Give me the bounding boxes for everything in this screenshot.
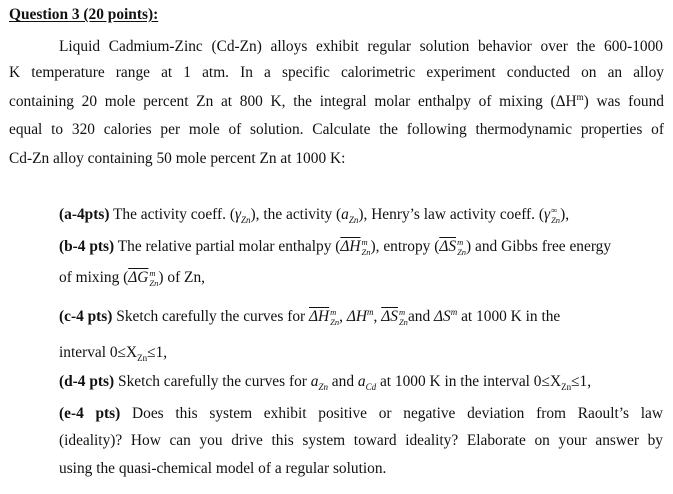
delta-g-bar-m: m — [149, 268, 156, 279]
c-delta-h-bar-zn: Zn — [330, 316, 340, 327]
question-title: Question 3 (20 points): — [9, 6, 159, 23]
part-b-label: (b-4 pts) — [59, 238, 115, 255]
d-a-zn: a — [310, 373, 319, 390]
part-e-line-2: (ideality)? How can you drive this system toward ideality? Elaborate on your answer by — [59, 432, 663, 449]
part-d-text-4: ≤1, — [571, 373, 592, 390]
gamma-zn-sub: Zn — [241, 215, 251, 226]
part-c-text-2: and — [407, 308, 435, 325]
part-c-text-3: at 1000 K in the — [457, 308, 561, 325]
c-comma-2: , — [373, 308, 382, 325]
part-a-text-2: ), the activity ( — [250, 206, 342, 223]
part-e-label: (e-4 pts) — [59, 405, 121, 422]
part-b-text-4: of mixing ( — [59, 269, 129, 286]
c-delta-s-bar — [381, 308, 398, 325]
c-delta-h: ΔH — [346, 308, 368, 325]
part-d-text-1: Sketch carefully the curves for — [114, 373, 311, 390]
part-a-label: (a-4pts) — [59, 206, 110, 223]
d-a-cd-sub: Cd — [365, 382, 377, 393]
delta-s-bar-text: $\overline{\Delta S}$ — [439, 238, 457, 255]
part-a-text-1: The activity coeff. ( — [109, 206, 235, 223]
intro-m-sup: m — [576, 91, 584, 102]
part-b-line-1 — [59, 238, 663, 256]
c-x-zn-sub: Zn — [137, 353, 148, 364]
part-b-text-1: The relative partial molar enthalpy ( — [114, 238, 341, 255]
delta-g-bar-symbol — [128, 269, 148, 286]
part-a-text-4: ), — [560, 206, 570, 223]
part-c-text-1: Sketch carefully the curves for — [112, 308, 310, 325]
delta-h-bar-symbol — [340, 238, 360, 255]
part-c-label: (c-4 pts) — [59, 308, 113, 325]
intro-line-4: equal to 320 calories per mole of solution. Calculate the following thermodynamic properties of — [9, 121, 664, 138]
d-a-cd: a — [357, 373, 366, 390]
c-delta-h-bar-m: m — [330, 307, 337, 318]
delta-s-bar-zn: Zn — [457, 246, 467, 257]
part-e-text-1: Does this system exhibit positive or negative deviation from Raoult’s law — [120, 405, 663, 422]
c-delta-h-bar-text: $\overline{\Delta H}$ — [309, 308, 330, 325]
part-e-line-3: using the quasi-chemical model of a regular solution. — [59, 460, 387, 477]
part-c-text-5: ≤1, — [147, 344, 168, 361]
intro-line-3 — [9, 93, 664, 111]
c-delta-s-bar-text: $\overline{\Delta S}$ — [381, 308, 398, 325]
c-delta-s: ΔS — [434, 308, 451, 325]
part-c-line-2 — [59, 344, 663, 362]
activity-symbol: a — [341, 206, 349, 223]
intro-line-1: Liquid Cadmium-Zinc (Cd-Zn) alloys exhibit regular solution behavior over the 600-1000 — [59, 38, 663, 55]
delta-g-bar-zn: Zn — [149, 277, 159, 288]
d-a-zn-sub: Zn — [318, 382, 328, 393]
c-delta-s-m: m — [450, 306, 458, 317]
c-delta-h-bar — [309, 308, 329, 325]
henry-inf-sup: ∞ — [551, 205, 558, 216]
part-a — [59, 206, 663, 224]
gamma-symbol: γ — [234, 206, 242, 223]
intro-line-5: Cd-Zn alloy containing 50 mole percent Zn at 1000 K: — [9, 150, 346, 167]
part-b-text-3: ) and Gibbs free energy — [466, 238, 612, 255]
part-d-text-3: at 1000 K in the interval 0≤X — [376, 373, 562, 390]
d-x-zn-sub: Zn — [561, 382, 572, 393]
intro-line-3-text: containing 20 mole percent Zn at 800 K, the integral molar enthalpy of mixing (ΔH — [9, 93, 577, 110]
intro-line-3-end: ) was found — [583, 93, 664, 110]
activity-zn-sub: Zn — [348, 215, 359, 226]
c-delta-s-bar-m: m — [398, 307, 406, 318]
henry-gamma-symbol: γ — [544, 206, 551, 223]
part-b-text-2: ), entropy ( — [370, 238, 440, 255]
c-comma-1: , — [339, 308, 347, 325]
delta-h-bar-text: $\overline{\Delta H}$ — [340, 238, 361, 255]
part-b-text-5: ) of Zn, — [158, 269, 205, 286]
delta-g-bar-text: $\overline{\Delta G}$ — [128, 269, 149, 286]
part-d — [59, 373, 663, 391]
delta-h-bar-zn: Zn — [361, 246, 371, 257]
part-d-label: (d-4 pts) — [59, 373, 115, 390]
delta-s-bar-m: m — [457, 237, 464, 248]
part-c-text-4: interval 0≤X — [59, 344, 138, 361]
delta-h-bar-m: m — [361, 237, 368, 248]
part-c-line-1 — [59, 308, 663, 326]
part-b-line-2 — [59, 269, 663, 287]
part-d-text-2: and — [327, 373, 358, 390]
delta-s-bar-symbol — [439, 238, 456, 255]
c-delta-h-m: m — [367, 306, 374, 317]
part-a-text-3: ), Henry’s law activity coeff. ( — [358, 206, 544, 223]
henry-zn-sub: Zn — [551, 214, 561, 225]
intro-line-2: K temperature range at 1 atm. In a specific calorimetric experiment conducted on an alloy — [9, 64, 664, 81]
c-delta-s-bar-zn: Zn — [398, 316, 408, 327]
part-e-line-1 — [59, 405, 663, 423]
